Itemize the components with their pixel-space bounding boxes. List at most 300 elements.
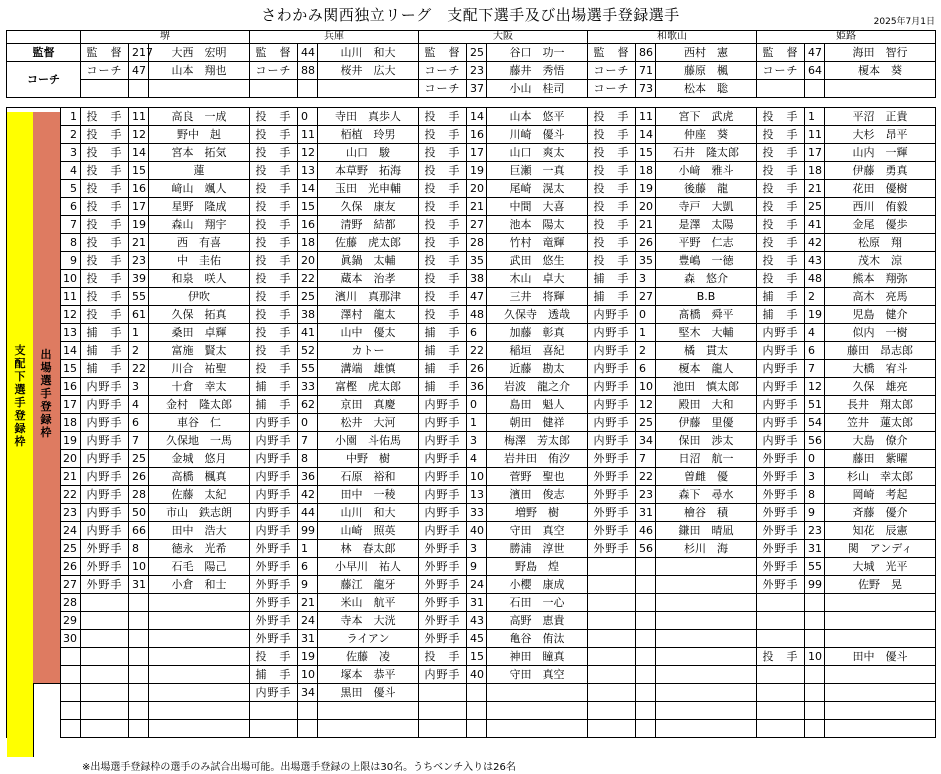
player-name: 小園 斗佑馬: [318, 432, 419, 450]
player-name: 神田 瞳真: [487, 648, 588, 666]
number-cell: 21: [805, 180, 825, 198]
player-row: [7, 378, 936, 396]
player-name: 松原 翔: [825, 234, 936, 252]
position-cell: [250, 702, 298, 720]
position-cell: 内野手: [588, 324, 636, 342]
position-cell: 捕 手: [419, 378, 467, 396]
position-cell: [419, 702, 467, 720]
spacer-cell: [7, 98, 61, 108]
position-cell: 捕 手: [757, 306, 805, 324]
number-cell: 2: [636, 342, 656, 360]
number-cell: 3: [636, 270, 656, 288]
player-name: 山内 一輝: [825, 144, 936, 162]
number-cell: 27: [467, 216, 487, 234]
position-cell: 投 手: [419, 216, 467, 234]
row-number: 2: [61, 126, 81, 144]
position-cell: 外野手: [419, 612, 467, 630]
number-cell: 1: [805, 108, 825, 126]
number-cell: 86: [636, 44, 656, 62]
player-row: [7, 288, 936, 306]
number-cell: 0: [298, 414, 318, 432]
player-name: 橘 貫太: [656, 342, 757, 360]
number-cell: [129, 666, 149, 684]
position-cell: [757, 702, 805, 720]
player-name: [318, 720, 419, 738]
row-number: 7: [61, 216, 81, 234]
player-row: [7, 216, 936, 234]
player-name: [656, 684, 757, 702]
player-name: 伊藤 勇真: [825, 162, 936, 180]
footer-note: ※出場選手登録枠の選手のみ試合出場可能。出場選手登録の上限は30名。うちベンチ入りは26名: [82, 762, 516, 773]
number-cell: 42: [298, 486, 318, 504]
position-cell: 投 手: [250, 342, 298, 360]
team-header: 和歌山: [588, 31, 757, 44]
position-cell: [588, 720, 636, 738]
player-name: 寺戸 大凱: [656, 198, 757, 216]
number-cell: 25: [636, 414, 656, 432]
position-cell: 外野手: [757, 522, 805, 540]
player-name: 富施 賢太: [149, 342, 250, 360]
position-cell: 内野手: [757, 378, 805, 396]
player-name: [149, 684, 250, 702]
position-cell: [419, 684, 467, 702]
player-name: [656, 702, 757, 720]
row-number: 16: [61, 378, 81, 396]
number-cell: 64: [805, 62, 825, 80]
position-cell: 投 手: [250, 252, 298, 270]
player-row: [7, 360, 936, 378]
position-cell: 投 手: [419, 288, 467, 306]
player-row: [7, 270, 936, 288]
number-cell: 40: [467, 666, 487, 684]
number-cell: 24: [467, 576, 487, 594]
position-cell: 監 督: [81, 44, 129, 62]
number-cell: 38: [298, 306, 318, 324]
position-cell: 投 手: [419, 252, 467, 270]
number-cell: 3: [805, 468, 825, 486]
player-name: 久保 拓真: [149, 306, 250, 324]
position-cell: 内野手: [588, 396, 636, 414]
manager-row: [7, 44, 936, 62]
player-name: [487, 684, 588, 702]
number-cell: 10: [298, 666, 318, 684]
position-cell: 内野手: [81, 396, 129, 414]
spacer-cell: [487, 98, 588, 108]
player-name: 米山 航平: [318, 594, 419, 612]
number-cell: 3: [467, 432, 487, 450]
player-name: 尾崎 滉太: [487, 180, 588, 198]
position-cell: 捕 手: [81, 342, 129, 360]
spacer-cell: [825, 98, 936, 108]
player-name: 守田 真空: [487, 522, 588, 540]
number-cell: 50: [129, 504, 149, 522]
number-cell: 33: [467, 504, 487, 522]
position-cell: 捕 手: [419, 324, 467, 342]
player-row: [7, 252, 936, 270]
person-name: 西村 憲: [656, 44, 757, 62]
position-cell: 外野手: [250, 612, 298, 630]
number-cell: [636, 702, 656, 720]
player-name: 塚本 恭平: [318, 666, 419, 684]
player-name: 中間 大喜: [487, 198, 588, 216]
position-cell: 内野手: [250, 522, 298, 540]
row-number: 22: [61, 486, 81, 504]
number-cell: 61: [129, 306, 149, 324]
number-cell: [467, 684, 487, 702]
position-cell: 外野手: [757, 576, 805, 594]
row-number: 26: [61, 558, 81, 576]
position-cell: 投 手: [419, 180, 467, 198]
number-cell: 11: [805, 126, 825, 144]
player-row: [7, 180, 936, 198]
number-cell: 51: [805, 396, 825, 414]
spacer-cell: [149, 98, 250, 108]
number-cell: 39: [129, 270, 149, 288]
position-cell: 投 手: [757, 180, 805, 198]
number-cell: 3: [129, 378, 149, 396]
number-cell: 1: [636, 324, 656, 342]
position-cell: 内野手: [588, 378, 636, 396]
position-cell: 投 手: [588, 234, 636, 252]
number-cell: 31: [298, 630, 318, 648]
number-cell: 34: [298, 684, 318, 702]
row-number: 18: [61, 414, 81, 432]
player-name: [149, 630, 250, 648]
player-name: 関 アンディ: [825, 540, 936, 558]
number-cell: 15: [467, 648, 487, 666]
position-cell: 投 手: [588, 198, 636, 216]
player-name: 田中 浩大: [149, 522, 250, 540]
player-name: 小櫻 康成: [487, 576, 588, 594]
player-name: 中野 樹: [318, 450, 419, 468]
position-cell: 内野手: [419, 414, 467, 432]
player-name: [656, 630, 757, 648]
person-name: 松本 聡: [656, 80, 757, 98]
number-cell: [805, 702, 825, 720]
number-cell: 11: [636, 108, 656, 126]
player-name: 茂木 涼: [825, 252, 936, 270]
player-name: 殿田 大和: [656, 396, 757, 414]
position-cell: 外野手: [250, 540, 298, 558]
player-row: [7, 558, 936, 576]
position-cell: 外野手: [588, 450, 636, 468]
number-cell: [298, 720, 318, 738]
player-name: 森山 翔宇: [149, 216, 250, 234]
position-cell: [81, 648, 129, 666]
position-cell: 内野手: [757, 360, 805, 378]
number-cell: [298, 80, 318, 98]
position-cell: 投 手: [419, 198, 467, 216]
number-cell: 22: [467, 342, 487, 360]
position-cell: [757, 666, 805, 684]
player-name: [149, 594, 250, 612]
number-cell: 19: [129, 216, 149, 234]
player-name: 竹村 竜輝: [487, 234, 588, 252]
row-number: 11: [61, 288, 81, 306]
player-row: [7, 162, 936, 180]
player-name: 武田 悠生: [487, 252, 588, 270]
player-name: 堅木 大輔: [656, 324, 757, 342]
player-row: [7, 702, 936, 720]
player-name: ライアン: [318, 630, 419, 648]
number-cell: 16: [129, 180, 149, 198]
player-name: 日沼 航一: [656, 450, 757, 468]
player-name: 濱田 俊志: [487, 486, 588, 504]
position-cell: 内野手: [419, 468, 467, 486]
spacer-cell: [588, 98, 636, 108]
player-name: 中 圭佑: [149, 252, 250, 270]
player-name: [825, 702, 936, 720]
player-name: 蔵本 治孝: [318, 270, 419, 288]
position-cell: 投 手: [419, 144, 467, 162]
number-cell: 36: [467, 378, 487, 396]
player-name: 野島 煌: [487, 558, 588, 576]
position-cell: 外野手: [250, 576, 298, 594]
position-cell: 内野手: [81, 450, 129, 468]
player-name: [149, 666, 250, 684]
player-name: [318, 702, 419, 720]
position-cell: 外野手: [81, 558, 129, 576]
position-cell: 内野手: [250, 684, 298, 702]
player-name: 久保 康友: [318, 198, 419, 216]
position-cell: 外野手: [757, 504, 805, 522]
number-cell: [636, 648, 656, 666]
number-cell: 18: [805, 162, 825, 180]
position-cell: [81, 684, 129, 702]
spacer-cell: [81, 98, 129, 108]
player-name: 高野 恵貴: [487, 612, 588, 630]
player-name: 澤村 龍太: [318, 306, 419, 324]
player-name: 池本 陽太: [487, 216, 588, 234]
position-cell: 投 手: [81, 126, 129, 144]
person-name: [318, 80, 419, 98]
number-cell: [805, 594, 825, 612]
number-cell: [129, 80, 149, 98]
player-name: 藤江 龍牙: [318, 576, 419, 594]
number-cell: [467, 702, 487, 720]
spacer-cell: [636, 98, 656, 108]
position-cell: [81, 666, 129, 684]
number-cell: 16: [298, 216, 318, 234]
position-cell: 投 手: [81, 306, 129, 324]
position-cell: 投 手: [250, 198, 298, 216]
position-cell: コーチ: [757, 62, 805, 80]
spacer-cell: [757, 98, 805, 108]
person-name: 藤原 楓: [656, 62, 757, 80]
player-name: [825, 612, 936, 630]
player-name: [487, 720, 588, 738]
row-number: 21: [61, 468, 81, 486]
number-cell: 8: [805, 486, 825, 504]
position-cell: 監 督: [419, 44, 467, 62]
position-cell: 投 手: [250, 306, 298, 324]
position-cell: 捕 手: [250, 666, 298, 684]
number-cell: 41: [805, 216, 825, 234]
number-cell: 52: [298, 342, 318, 360]
coach-label: コーチ: [7, 62, 81, 98]
number-cell: [636, 612, 656, 630]
number-cell: 21: [467, 198, 487, 216]
row-number: 17: [61, 396, 81, 414]
position-cell: [757, 612, 805, 630]
row-number: 5: [61, 180, 81, 198]
spacer-cell: [129, 98, 149, 108]
position-cell: [588, 684, 636, 702]
position-cell: 外野手: [757, 450, 805, 468]
number-cell: 46: [636, 522, 656, 540]
player-name: 長井 翔太郎: [825, 396, 936, 414]
player-name: 田中 一稜: [318, 486, 419, 504]
number-cell: 6: [298, 558, 318, 576]
number-cell: 40: [467, 522, 487, 540]
team-header: 大阪: [419, 31, 588, 44]
number-cell: [129, 630, 149, 648]
number-cell: 28: [467, 234, 487, 252]
position-cell: 捕 手: [757, 288, 805, 306]
position-cell: 外野手: [588, 522, 636, 540]
position-cell: 内野手: [757, 414, 805, 432]
player-name: 岩井田 侑汐: [487, 450, 588, 468]
position-cell: コーチ: [81, 62, 129, 80]
player-name: 石原 裕和: [318, 468, 419, 486]
position-cell: 投 手: [757, 252, 805, 270]
number-cell: 26: [467, 360, 487, 378]
player-name: 笠井 蓮太郎: [825, 414, 936, 432]
number-cell: 24: [298, 612, 318, 630]
spacer-cell: [656, 98, 757, 108]
row-number: [61, 666, 81, 684]
row-number: [61, 648, 81, 666]
player-row: [7, 234, 936, 252]
player-name: 守田 真空: [487, 666, 588, 684]
row-number: 12: [61, 306, 81, 324]
number-cell: 21: [298, 594, 318, 612]
position-cell: 投 手: [81, 144, 129, 162]
player-name: 大橋 宥斗: [825, 360, 936, 378]
spacer-cell: [419, 98, 467, 108]
position-cell: 投 手: [250, 216, 298, 234]
number-cell: 25: [467, 44, 487, 62]
player-name: 小倉 和士: [149, 576, 250, 594]
position-cell: 投 手: [81, 162, 129, 180]
number-cell: [805, 80, 825, 98]
player-name: 宮下 武虎: [656, 108, 757, 126]
player-name: 池田 慎太郎: [656, 378, 757, 396]
position-cell: [757, 630, 805, 648]
player-name: 平沼 正貴: [825, 108, 936, 126]
number-cell: 31: [805, 540, 825, 558]
player-name: 三井 将輝: [487, 288, 588, 306]
person-name: 谷口 功一: [487, 44, 588, 62]
position-cell: 外野手: [419, 540, 467, 558]
position-cell: 投 手: [81, 288, 129, 306]
number-cell: 88: [298, 62, 318, 80]
spacer-cell: [318, 98, 419, 108]
player-name: 山崎 照英: [318, 522, 419, 540]
number-cell: 99: [805, 576, 825, 594]
player-name: 山口 駿: [318, 144, 419, 162]
position-cell: [757, 720, 805, 738]
player-row: [7, 576, 936, 594]
position-cell: 投 手: [250, 648, 298, 666]
player-name: 伊吹: [149, 288, 250, 306]
number-cell: 7: [129, 432, 149, 450]
number-cell: [129, 594, 149, 612]
position-cell: 捕 手: [588, 288, 636, 306]
player-name: 島田 魁人: [487, 396, 588, 414]
position-cell: 投 手: [757, 144, 805, 162]
number-cell: 8: [129, 540, 149, 558]
player-name: [656, 612, 757, 630]
number-cell: [805, 720, 825, 738]
position-cell: 外野手: [419, 630, 467, 648]
player-name: [825, 666, 936, 684]
position-cell: 投 手: [250, 162, 298, 180]
number-cell: 15: [298, 198, 318, 216]
position-cell: 投 手: [757, 648, 805, 666]
position-cell: 内野手: [250, 486, 298, 504]
row-number: 1: [61, 108, 81, 126]
position-cell: 投 手: [757, 126, 805, 144]
number-cell: 14: [636, 126, 656, 144]
row-number: 28: [61, 594, 81, 612]
number-cell: 0: [636, 306, 656, 324]
number-cell: [805, 666, 825, 684]
position-cell: 投 手: [250, 180, 298, 198]
position-cell: 投 手: [81, 270, 129, 288]
player-name: 佐藤 凌: [318, 648, 419, 666]
number-cell: 7: [805, 360, 825, 378]
player-name: 後藤 龍: [656, 180, 757, 198]
number-cell: 18: [298, 234, 318, 252]
position-cell: [588, 558, 636, 576]
number-cell: 20: [298, 252, 318, 270]
position-cell: [588, 630, 636, 648]
number-cell: 10: [636, 378, 656, 396]
position-cell: 内野手: [81, 432, 129, 450]
row-number: [61, 702, 81, 720]
player-row: [7, 504, 936, 522]
position-cell: [81, 720, 129, 738]
position-cell: コーチ: [419, 80, 467, 98]
number-cell: [805, 612, 825, 630]
position-cell: 内野手: [419, 522, 467, 540]
player-name: 高良 一成: [149, 108, 250, 126]
player-name: 伊藤 里優: [656, 414, 757, 432]
number-cell: 23: [467, 62, 487, 80]
player-row: [7, 630, 936, 648]
position-cell: [250, 720, 298, 738]
player-name: 森 悠介: [656, 270, 757, 288]
player-name: 近藤 勘太: [487, 360, 588, 378]
player-name: 木山 卓大: [487, 270, 588, 288]
player-name: 金村 隆太郎: [149, 396, 250, 414]
player-name: 大島 僚介: [825, 432, 936, 450]
number-cell: 12: [636, 396, 656, 414]
position-cell: 監 督: [757, 44, 805, 62]
number-cell: [298, 702, 318, 720]
player-name: [487, 702, 588, 720]
number-cell: 36: [298, 468, 318, 486]
number-cell: 1: [298, 540, 318, 558]
player-name: 和泉 咲人: [149, 270, 250, 288]
number-cell: [636, 576, 656, 594]
number-cell: 23: [636, 486, 656, 504]
number-cell: 18: [636, 162, 656, 180]
player-name: 是澤 太陽: [656, 216, 757, 234]
position-cell: 内野手: [419, 450, 467, 468]
player-name: 森下 尋水: [656, 486, 757, 504]
